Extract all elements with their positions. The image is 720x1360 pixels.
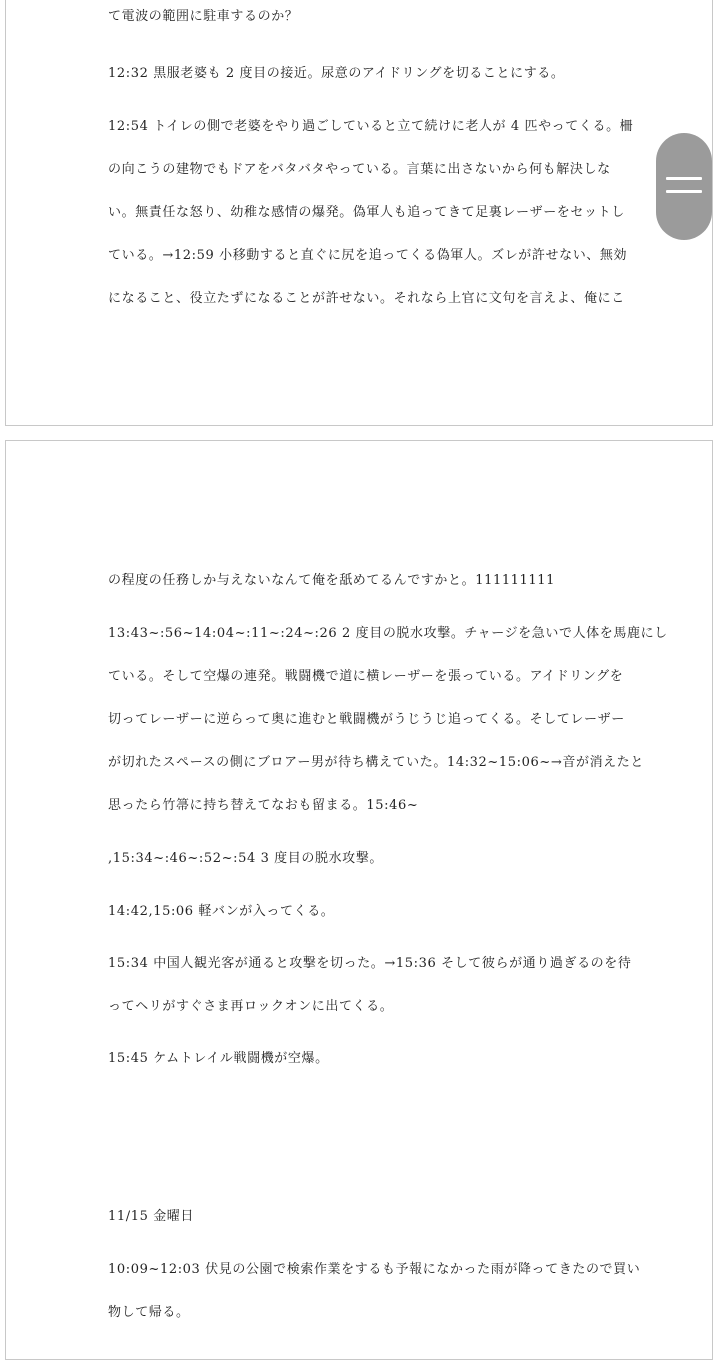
text-line: ている。→12:59 小移動すると直ぐに尻を追ってくる偽軍人。ズレが許せない、無効 (108, 248, 628, 263)
date-heading: 11/15 金曜日 (108, 1209, 194, 1224)
text-line: が切れたスペースの側にブロアー男が待ち構えていた。14:32~15:06~→音が消えたと (108, 755, 644, 770)
text-line: 思ったら竹箒に持ち替えてなおも留まる。15:46~ (108, 798, 419, 813)
text-line: 14:42,15:06 軽バンが入ってくる。 (108, 904, 335, 919)
scroll-handle[interactable] (656, 133, 712, 240)
text-line: の程度の任務しか与えないなんて俺を舐めてるんですかと。111111111 (108, 573, 556, 588)
text-line: の向こうの建物でもドアをバタバタやっている。言葉に出さないから何も解決しな (108, 162, 611, 177)
text-line: 切ってレーザーに逆らって奥に進むと戦闘機がうじうじ追ってくる。そしてレーザー (108, 712, 625, 727)
text-line: て電波の範囲に駐車するのか？ (108, 9, 299, 24)
document-page-2 (5, 440, 713, 1360)
text-line: 15:45 ケムトレイル戦闘機が空爆。 (108, 1051, 329, 1066)
text-line: 15:34 中国人観光客が通ると攻撃を切った。→15:36 そして彼らが通り過ぎるのを待 (108, 956, 632, 971)
document-page-1 (5, 0, 713, 426)
drag-handle-icon (666, 190, 702, 193)
text-line: ,15:34~:46~:52~:54 3 度目の脱水攻撃。 (108, 851, 383, 866)
text-line: 12:32 黒服老婆も 2 度目の接近。尿意のアイドリングを切ることにする。 (108, 66, 565, 81)
drag-handle-icon (666, 177, 702, 180)
text-line: 13:43~:56~14:04~:11~:24~:26 2 度目の脱水攻撃。チャージを急いで人体を馬鹿にし (108, 626, 668, 641)
text-line: 物して帰る。 (108, 1305, 190, 1320)
text-line: になること、役立たずになることが許せない。それなら上官に文句を言えよ、俺にこ (108, 291, 625, 306)
text-line: ってヘリがすぐさま再ロックオンに出てくる。 (108, 999, 394, 1014)
text-line: 10:09~12:03 伏見の公園で検索作業をするも予報になかった雨が降ってきたので買い (108, 1262, 641, 1277)
text-line: い。無責任な怒り、幼稚な感情の爆発。偽軍人も追ってきて足裏レーザーをセットし (108, 205, 625, 220)
text-line: 12:54 トイレの側で老婆をやり過ごしていると立て続けに老人が 4 匹やってくる。柵 (108, 119, 634, 134)
text-line: ている。そして空爆の連発。戦闘機で道に横レーザーを張っている。アイドリングを (108, 669, 624, 684)
